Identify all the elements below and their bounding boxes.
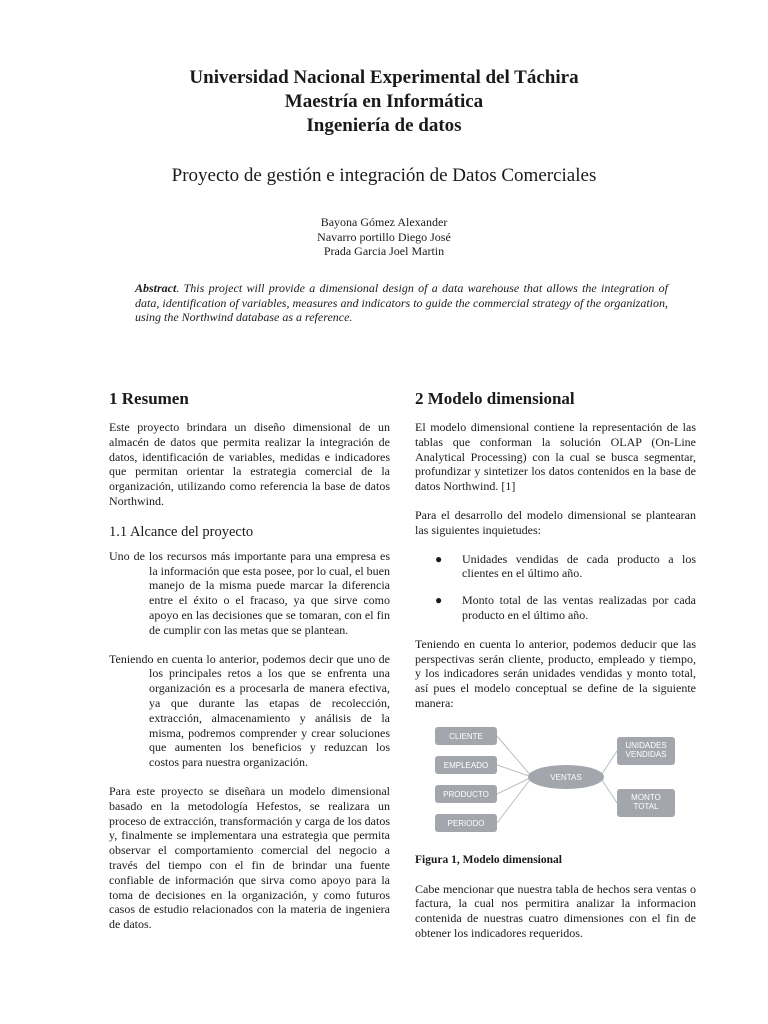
paragraph: Para este proyecto se diseñara un modelo dimensional basado en la metodología Hefestos, se realizara un proceso de extracción, transformación y carga de los datos y, finalmente se implementara una estrategia que permita observar el comportamiento comercial del negocio a través del tiempo con el fin de brindar una fuente confiable de información que sirva como apoyo para la toma de decisiones en la organización, y como futuros casos de estudio relacionados con la materia de ingeniera de datos. <box>109 783 390 932</box>
subsection-heading-alcance: 1.1 Alcance del proyecto <box>109 523 254 540</box>
program-name: Maestría en Informática <box>284 91 484 112</box>
left-column <box>109 388 390 946</box>
paragraph: Uno de los recursos más importante para una empresa es la información que esta posee, por lo cual, el buen manejo de la misma puede marcar la diferencia entre el éxito o el fracaso, ya que sirve como apoyo en las decisiones que se tomaran, con el fin de cumplir con las metas que se plantean. <box>109 548 390 637</box>
dimensional-model-figure <box>415 725 696 845</box>
measure-label: MONTO <box>631 792 661 802</box>
measure-label: TOTAL <box>633 801 659 811</box>
section-heading-resumen: 1 Resumen <box>109 389 189 408</box>
paragraph: Cabe mencionar que nuestra tabla de hechos sera ventas o factura, la cual nos permitira analizar la informacion contenida de nuestras cuatro dimensiones con el fin de obtener los indicadores requeridos. <box>415 881 696 940</box>
bullet-icon: ● <box>435 551 443 566</box>
course-name: Ingeniería de datos <box>306 115 462 136</box>
connector-line <box>497 777 532 794</box>
dimensional-model-diagram <box>415 725 696 845</box>
fact-label: VENTAS <box>550 772 582 782</box>
author: Prada Garcia Joel Martin <box>323 244 445 258</box>
dimension-label: CLIENTE <box>449 731 483 741</box>
paragraph: Para el desarrollo del modelo dimensional se plantearan las siguientes inquietudes: <box>415 507 696 537</box>
list-item-text: Unidades vendidas de cada producto a los clientes en el último año. <box>462 551 696 581</box>
list-item <box>415 593 696 623</box>
dimension-label: PERIODO <box>447 818 485 828</box>
bullet-list <box>415 552 696 623</box>
paragraph: El modelo dimensional contiene la representación de las tablas que conforman la solución OLAP (On-Line Analytical Processing) con la cual se busca segmentar, profundizar y sintetizer los datos contenidos en la base de datos Northwind. [1] <box>415 420 696 494</box>
measure-label: VENDIDAS <box>625 749 667 759</box>
paragraph: Teniendo en cuenta lo anterior, podemos deducir que las perspectivas serán cliente, producto, empleado y tiempo, y los indicadores serán unidades vendidas y monto total, así pues el modelo conceptual se define de la siguiente manera: <box>415 636 696 710</box>
paragraph: Teniendo en cuenta lo anterior, podemos decir que uno de los principales retos a los que se enfrenta una organización es a procesarla de manera efectiva, ya que durante las etapas de recolección, extracción, almacenamiento y análisis de la misma, podremos comprender y crear soluciones que aumenten los beneficios y reduzcan los costos para nuestra organización. <box>109 651 390 770</box>
abstract <box>135 281 668 325</box>
university-name: Universidad Nacional Experimental del Táchira <box>189 67 579 88</box>
abstract-label: Abstract <box>135 281 177 295</box>
dimension-label: EMPLEADO <box>443 760 489 770</box>
connector-line <box>600 751 617 777</box>
measure-label: UNIDADES <box>625 740 667 750</box>
figure-caption: Figura 1, Modelo dimensional <box>415 853 562 866</box>
right-column <box>415 388 696 955</box>
connector-line <box>600 777 617 803</box>
author-list <box>0 215 768 259</box>
section-heading-modelo: 2 Modelo dimensional <box>415 389 575 408</box>
list-item <box>415 552 696 582</box>
bullet-icon: ● <box>435 593 443 608</box>
paper-title: Proyecto de gestión e integración de Datos Comerciales <box>171 165 597 186</box>
paragraph: Este proyecto brindara un diseño dimensional de un almacén de datos que permita realizar la integración de datos, identificación de variables, medidas e indicadores que permitan orientar la estrategia comercial de la organización, utilizando como referencia la base de datos Northwind. <box>109 420 390 508</box>
connector-line <box>497 777 532 823</box>
abstract-text: . This project will provide a dimensional design of a data warehouse that allows the integration of data, identification of variables, measures and indicators to guide the commercial strategy of the organization, using the Northwind database as a reference. <box>135 281 668 324</box>
author: Bayona Gómez Alexander <box>320 215 448 229</box>
dimension-label: PRODUCTO <box>443 789 489 799</box>
paper-header <box>0 66 768 138</box>
list-item-text: Monto total de las ventas realizadas por cada producto en el último año. <box>462 593 696 622</box>
author: Navarro portillo Diego José <box>317 229 451 244</box>
